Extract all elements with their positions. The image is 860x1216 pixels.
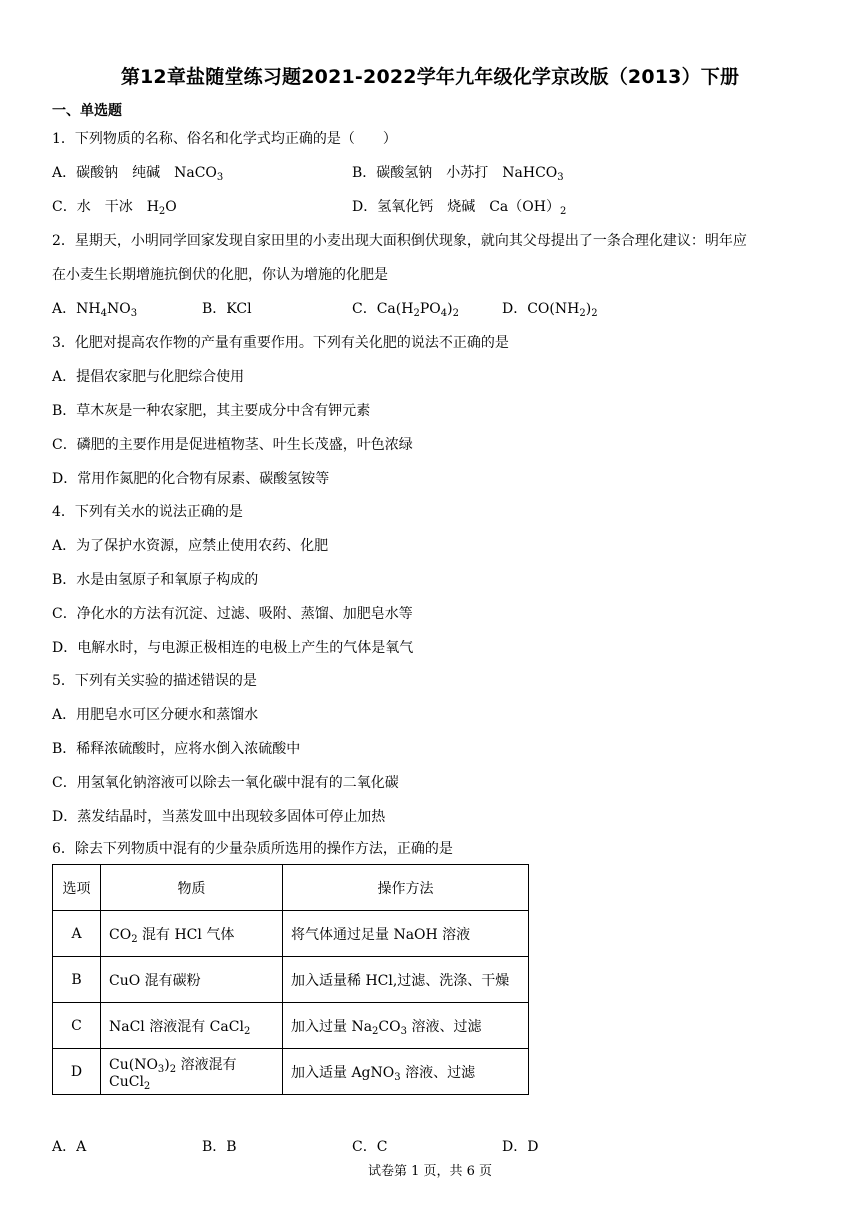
q1-b-sub: 3	[557, 172, 564, 183]
q1-option-d[interactable]	[352, 196, 566, 216]
q3-option-a[interactable]: A．提倡农家肥与化肥综合使用	[52, 369, 245, 385]
q2-c-t3: )	[447, 301, 453, 317]
q6-option-b[interactable]: B．B	[202, 1139, 237, 1155]
q6-rdm-t2: 溶液、过滤	[400, 1064, 476, 1081]
q6-header-option: 选项	[53, 865, 101, 911]
table-row	[53, 1003, 529, 1049]
q2-d-t1: D．CO(NH	[502, 301, 580, 317]
q2-d-t2: )	[585, 301, 592, 317]
q6-rc-t1: NaCl 溶液混有 CaCl	[109, 1018, 244, 1035]
q6-option-a[interactable]: A．A	[52, 1139, 87, 1155]
q2-a-t2: NO	[106, 301, 131, 317]
q6-row-a-option: A	[53, 911, 101, 957]
q2-option-a[interactable]	[52, 298, 137, 318]
q6-stem: 6．除去下列物质中混有的少量杂质所选用的操作方法，正确的是	[52, 841, 453, 857]
q2-option-b[interactable]: B．KCl	[202, 301, 252, 317]
q6-rd-t1: Cu(NO	[109, 1056, 158, 1073]
table-row	[53, 957, 529, 1003]
q5-option-a[interactable]: A．用肥皂水可区分硬水和蒸馏水	[52, 707, 259, 723]
q6-rdm-s1: 3	[394, 1071, 401, 1083]
table-row	[53, 1049, 529, 1095]
q6-header-substance: 物质	[101, 865, 283, 911]
q2-stem-line1: 2．星期天，小明同学回家发现自家田里的小麦出现大面积倒伏现象，就向其父母提出了一条合理化建议：明年应	[52, 233, 747, 249]
q4-option-d[interactable]: D．电解水时，与电源正极相连的电极上产生的气体是氧气	[52, 640, 414, 656]
section-heading: 一、单选题	[52, 103, 122, 119]
q1-b-text: B．碳酸氢钠 小苏打 NaHCO	[352, 165, 558, 181]
q6-row-b-substance: CuO 混有碳粉	[101, 957, 283, 1003]
q1-a-sub: 3	[216, 172, 224, 183]
q3-option-b[interactable]: B．草木灰是一种农家肥，其主要成分中含有钾元素	[52, 403, 371, 419]
q2-option-d[interactable]	[502, 298, 598, 318]
q2-d-s1: 2	[579, 308, 586, 319]
q6-rd-t3: 溶液混有 CuCl	[109, 1056, 237, 1090]
page-title: 第12章盐随堂练习题2021-2022学年九年级化学京改版（2013）下册	[120, 66, 740, 88]
q5-option-c[interactable]: C．用氢氧化钠溶液可以除去一氧化碳中混有的二氧化碳	[52, 775, 399, 791]
q6-row-b-option: B	[53, 957, 101, 1003]
q6-option-d[interactable]: D．D	[502, 1139, 539, 1155]
q2-a-s2: 3	[130, 308, 138, 319]
q1-d-text: D．氢氧化钙 烧碱 Ca（OH）	[352, 199, 560, 215]
q4-stem: 4．下列有关水的说法正确的是	[52, 504, 243, 520]
q6-rd-s1: 3	[157, 1063, 165, 1075]
q5-option-b[interactable]: B．稀释浓硫酸时，应将水倒入浓硫酸中	[52, 741, 301, 757]
q6-row-d-substance	[101, 1049, 283, 1095]
q1-option-c[interactable]	[52, 196, 177, 216]
q6-ra-s1: 2	[131, 933, 138, 945]
q3-option-d[interactable]: D．常用作氮肥的化合物有尿素、碳酸氢铵等	[52, 471, 330, 487]
q1-option-a[interactable]	[52, 162, 223, 182]
q1-a-text: A．碳酸钠 纯碱 NaCO	[52, 165, 217, 181]
q6-row-a-substance	[101, 911, 283, 957]
q6-rd-s3: 2	[143, 1080, 151, 1092]
page-footer: 试卷第 1 页，共 6 页	[367, 1164, 493, 1179]
table-row	[53, 911, 529, 957]
q1-c-text2: O	[165, 199, 177, 215]
q2-c-s2: 4	[440, 308, 448, 319]
q3-stem: 3．化肥对提高农作物的产量有重要作用。下列有关化肥的说法不正确的是	[52, 335, 509, 351]
q2-c-t2: PO	[419, 301, 441, 317]
q4-option-a[interactable]: A．为了保护水资源，应禁止使用农药、化肥	[52, 538, 329, 554]
q6-table	[52, 864, 529, 1095]
q5-option-d[interactable]: D．蒸发结晶时，当蒸发皿中出现较多固体可停止加热	[52, 809, 386, 825]
q4-option-c[interactable]: C．净化水的方法有沉淀、过滤、吸附、蒸馏、加肥皂水等	[52, 606, 413, 622]
q1-d-sub: 2	[559, 206, 567, 217]
q6-row-a-method: 将气体通过足量 NaOH 溶液	[283, 911, 529, 957]
q2-d-s2: 2	[591, 308, 598, 319]
q6-rd-s2: 2	[169, 1063, 177, 1075]
q3-option-c[interactable]: C．磷肥的主要作用是促进植物茎、叶生长茂盛，叶色浓绿	[52, 437, 413, 453]
q2-c-s1: 2	[413, 308, 420, 319]
q2-c-s3: 2	[452, 308, 459, 319]
q6-header-method: 操作方法	[283, 865, 529, 911]
q6-rcm-t1: 加入过量 Na	[291, 1018, 373, 1035]
q6-rcm-s1: 2	[372, 1025, 379, 1037]
q6-row-c-method	[283, 1003, 529, 1049]
q6-ra-t2: 混有 HCl 气体	[137, 926, 235, 943]
q6-row-c-substance	[101, 1003, 283, 1049]
q4-option-b[interactable]: B．水是由氢原子和氧原子构成的	[52, 572, 259, 588]
q6-row-d-option: D	[53, 1049, 101, 1095]
q6-row-d-method	[283, 1049, 529, 1095]
q6-rcm-t3: 溶液、过滤	[407, 1018, 482, 1035]
q5-stem: 5．下列有关实验的描述错误的是	[52, 673, 257, 689]
q6-row-c-option: C	[53, 1003, 101, 1049]
q1-c-sub: 2	[158, 206, 166, 217]
q6-ra-t1: CO	[109, 926, 132, 943]
q6-table-header-row	[53, 865, 529, 911]
q2-c-t1: C．Ca(H	[352, 301, 414, 317]
q2-option-c[interactable]	[352, 298, 459, 318]
q2-a-t1: A．NH	[52, 301, 101, 317]
q1-stem: 1．下列物质的名称、俗名和化学式均正确的是（ ）	[52, 131, 397, 147]
q6-rdm-t1: 加入适量 AgNO	[291, 1064, 395, 1081]
q2-a-s1: 4	[100, 308, 107, 319]
q6-rcm-s2: 3	[400, 1025, 407, 1037]
q2-stem-line2: 在小麦生长期增施抗倒伏的化肥，你认为增施的化肥是	[52, 267, 388, 283]
q6-rd-t2: )	[164, 1056, 170, 1073]
q6-row-b-method: 加入适量稀 HCl,过滤、洗涤、干燥	[283, 957, 529, 1003]
q6-rcm-t2: CO	[378, 1018, 401, 1035]
q1-c-text: C．水 干冰 H	[52, 199, 159, 215]
q6-option-c[interactable]: C．C	[352, 1139, 388, 1155]
q1-option-b[interactable]	[352, 162, 564, 182]
q6-rc-s1: 2	[243, 1025, 251, 1037]
